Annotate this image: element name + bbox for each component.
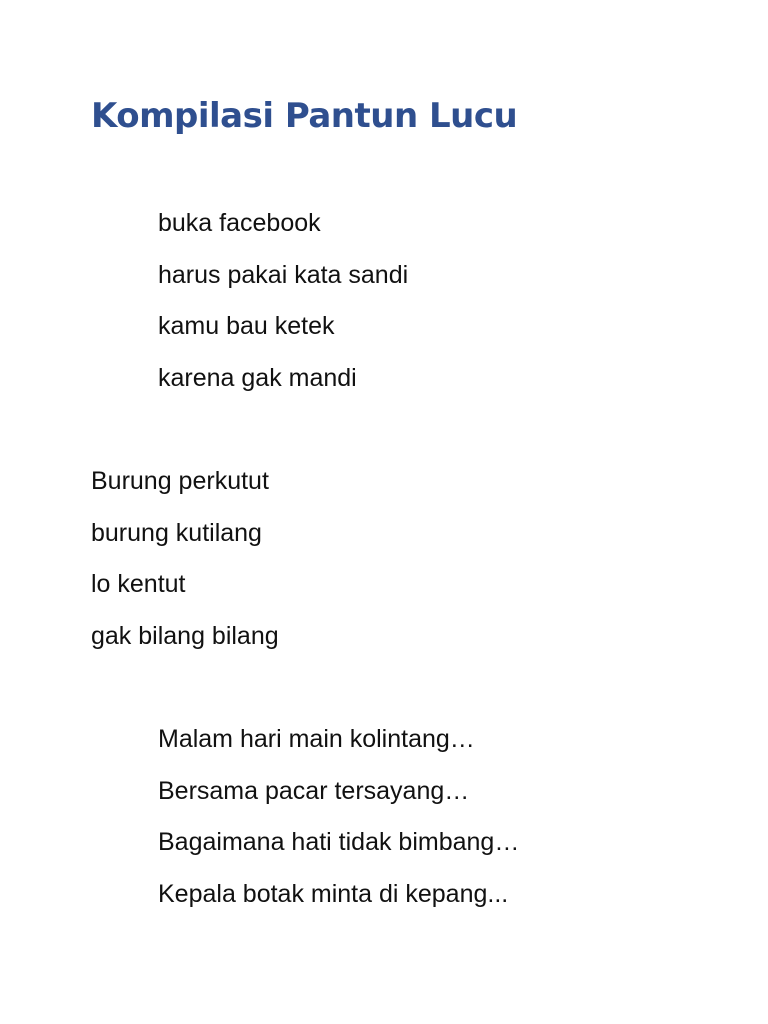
stanza-line: Burung perkutut — [91, 467, 269, 495]
stanza-line: kamu bau ketek — [158, 312, 335, 340]
pantun-stanza-2 — [91, 464, 279, 670]
page-title: Kompilasi Pantun Lucu — [91, 96, 518, 136]
stanza-line: buka facebook — [158, 209, 321, 237]
stanza-line: harus pakai kata sandi — [158, 260, 409, 289]
stanza-line: karena gak mandi — [158, 363, 357, 392]
pantun-stanza-1 — [158, 206, 408, 412]
stanza-line: Malam hari main kolintang… — [158, 725, 475, 753]
stanza-line: lo kentut — [91, 570, 186, 598]
pantun-stanza-3 — [158, 722, 519, 928]
stanza-line: burung kutilang — [91, 518, 262, 547]
stanza-line: Bersama pacar tersayang… — [158, 776, 470, 805]
stanza-line: gak bilang bilang — [91, 621, 279, 650]
stanza-line: Kepala botak minta di kepang... — [158, 879, 509, 908]
stanza-line: Bagaimana hati tidak bimbang… — [158, 828, 520, 856]
